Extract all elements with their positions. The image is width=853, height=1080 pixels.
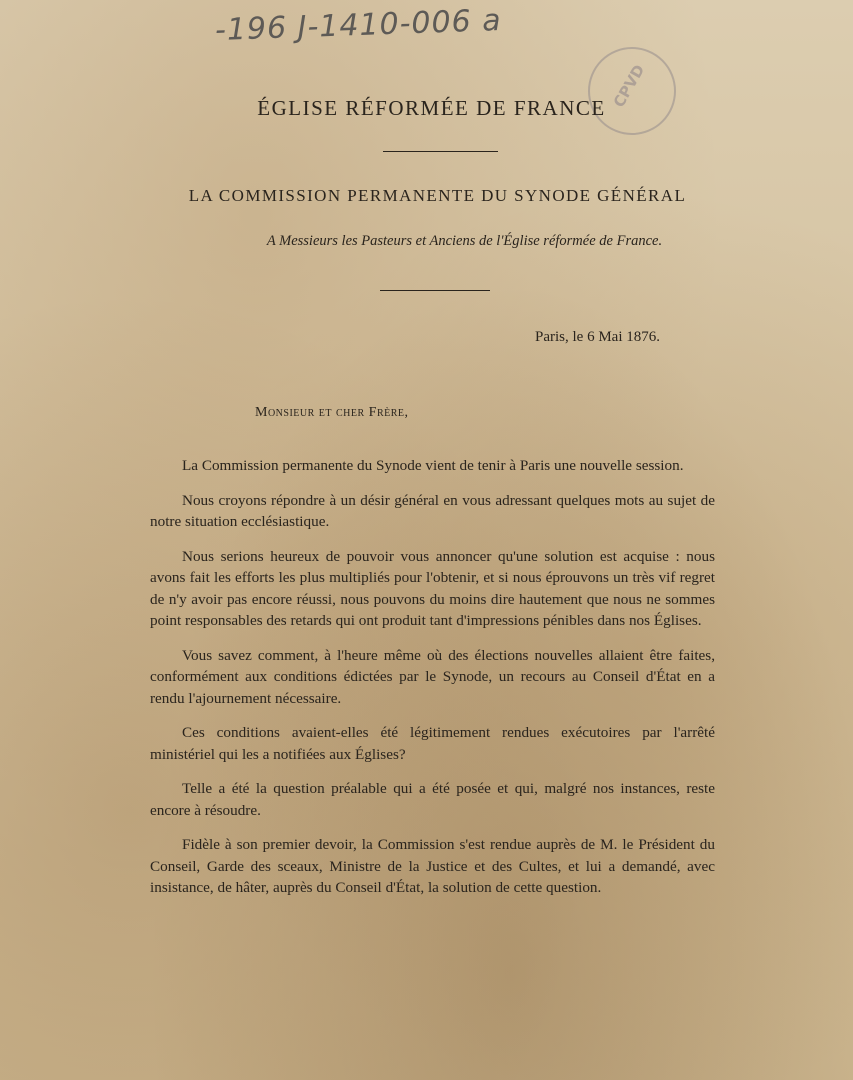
salutation: Monsieur et cher Frère, (255, 405, 409, 420)
paragraph: Nous croyons répondre à un désir général en vous adressant quelques mots au sujet de notre situation ecclésiastique. (150, 491, 715, 530)
divider-rule-top (383, 151, 498, 152)
paragraph: Vous savez comment, à l'heure même où des élections nouvelles allaient être faites, conformément aux conditions édictées par le Synode, un recours au Conseil d'État en a rendu l'ajournement nécessaire. (150, 646, 715, 707)
dateline: Paris, le 6 Mai 1876. (535, 329, 660, 345)
paragraph: Fidèle à son premier devoir, la Commission s'est rendue auprès de M. le Président du Conseil, Garde des sceaux, Ministre de la Justice et des Cultes, et lui a demandé, avec insistance, de hâter, auprès du Conseil d'État, la solution de cette question. (150, 836, 715, 896)
stamp-text: CPVD (609, 61, 649, 111)
addressee-line: A Messieurs les Pasteurs et Anciens de l'Église réformée de France. (266, 233, 663, 249)
paragraph: Telle a été la question préalable qui a été posée et qui, malgré nos instances, reste encore à résoudre. (150, 780, 715, 819)
paragraph: La Commission permanente du Synode vient de tenir à Paris une nouvelle session. (182, 457, 684, 474)
paragraph: Nous serions heureux de pouvoir vous annoncer qu'une solution est acquise : nous avons fait les efforts les plus multipliés pour l'obtenir, et si nous éprouvons un très vif regret de n'y avoir pas encore réussi, nous pouvons du moins dire hautement que nous ne sommes point responsables des retards qui ont produit tant d'impressions pénibles dans nos Églises. (150, 547, 715, 629)
document-title: ÉGLISE RÉFORMÉE DE FRANCE (257, 96, 606, 120)
archive-stamp (588, 47, 676, 135)
document-subtitle: LA COMMISSION PERMANENTE DU SYNODE GÉNÉRAL (188, 186, 687, 205)
archive-reference: -196 J-1410-006 a (214, 3, 503, 48)
paragraph: Ces conditions avaient-elles été légitimement rendues exécutoires par l'arrêté ministériel qui les a notifiées aux Églises? (150, 724, 715, 763)
letter-body (150, 455, 715, 912)
divider-rule-bottom (380, 290, 490, 291)
